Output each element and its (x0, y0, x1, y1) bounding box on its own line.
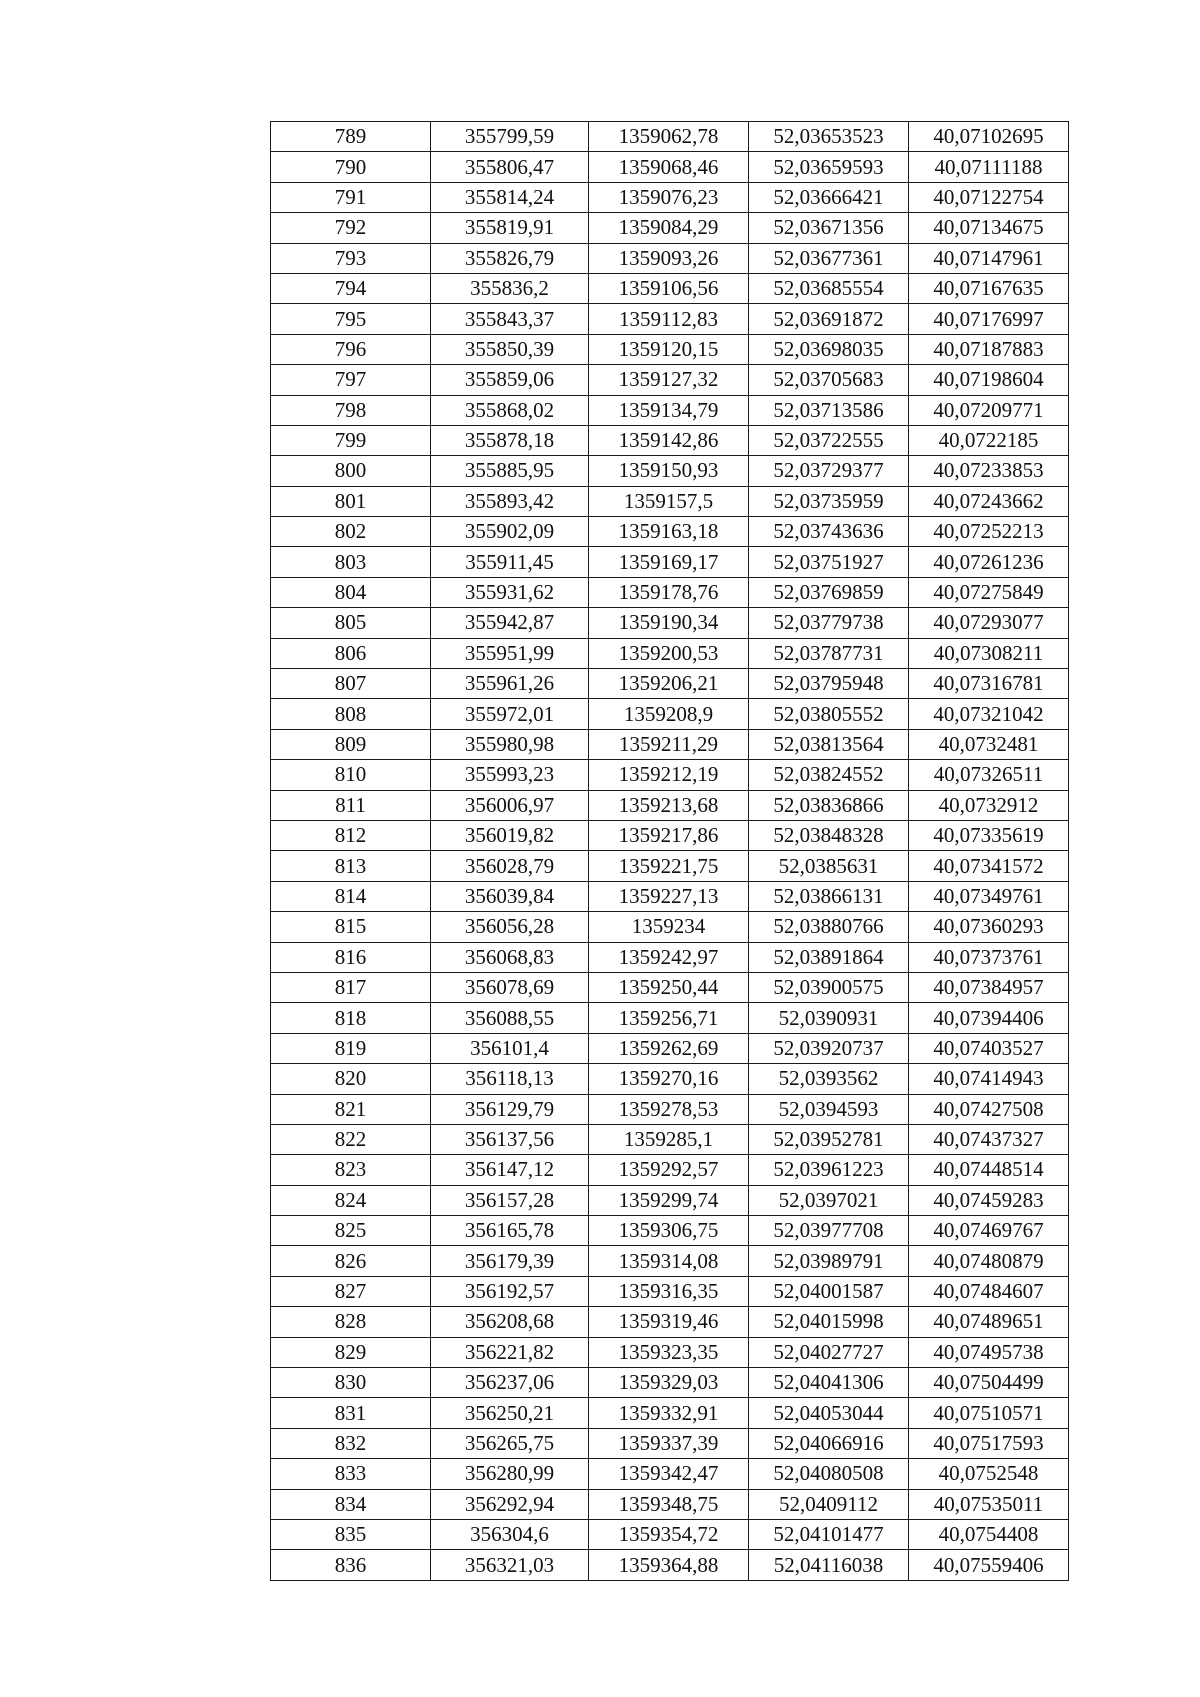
x-coordinate-cell: 355911,45 (431, 547, 589, 577)
longitude-cell: 40,07293077 (909, 608, 1069, 638)
y-coordinate-cell: 1359112,83 (589, 304, 749, 334)
point-number-cell: 829 (271, 1337, 431, 1367)
point-number-cell: 809 (271, 729, 431, 759)
x-coordinate-cell: 355859,06 (431, 365, 589, 395)
latitude-cell: 52,03880766 (749, 912, 909, 942)
y-coordinate-cell: 1359292,57 (589, 1155, 749, 1185)
latitude-cell: 52,04101477 (749, 1519, 909, 1549)
x-coordinate-cell: 355799,59 (431, 122, 589, 152)
y-coordinate-cell: 1359364,88 (589, 1550, 749, 1580)
y-coordinate-cell: 1359106,56 (589, 273, 749, 303)
point-number-cell: 796 (271, 334, 431, 364)
x-coordinate-cell: 356265,75 (431, 1428, 589, 1458)
longitude-cell: 40,07414943 (909, 1064, 1069, 1094)
x-coordinate-cell: 355942,87 (431, 608, 589, 638)
latitude-cell: 52,03659593 (749, 152, 909, 182)
longitude-cell: 40,07326511 (909, 760, 1069, 790)
point-number-cell: 832 (271, 1428, 431, 1458)
point-number-cell: 823 (271, 1155, 431, 1185)
table-row (271, 608, 1069, 638)
table-row (271, 972, 1069, 1002)
point-number-cell: 804 (271, 577, 431, 607)
y-coordinate-cell: 1359142,86 (589, 425, 749, 455)
y-coordinate-cell: 1359329,03 (589, 1368, 749, 1398)
x-coordinate-cell: 356192,57 (431, 1276, 589, 1306)
y-coordinate-cell: 1359217,86 (589, 820, 749, 850)
longitude-cell: 40,07427508 (909, 1094, 1069, 1124)
latitude-cell: 52,03989791 (749, 1246, 909, 1276)
table-row (271, 304, 1069, 334)
latitude-cell: 52,03735959 (749, 486, 909, 516)
point-number-cell: 819 (271, 1033, 431, 1063)
point-number-cell: 805 (271, 608, 431, 638)
longitude-cell: 40,07373761 (909, 942, 1069, 972)
table-row (271, 1185, 1069, 1215)
y-coordinate-cell: 1359068,46 (589, 152, 749, 182)
point-number-cell: 799 (271, 425, 431, 455)
y-coordinate-cell: 1359342,47 (589, 1459, 749, 1489)
longitude-cell: 40,07134675 (909, 213, 1069, 243)
longitude-cell: 40,07384957 (909, 972, 1069, 1002)
longitude-cell: 40,07504499 (909, 1368, 1069, 1398)
y-coordinate-cell: 1359250,44 (589, 972, 749, 1002)
latitude-cell: 52,03705683 (749, 365, 909, 395)
point-number-cell: 831 (271, 1398, 431, 1428)
latitude-cell: 52,03713586 (749, 395, 909, 425)
point-number-cell: 789 (271, 122, 431, 152)
x-coordinate-cell: 355972,01 (431, 699, 589, 729)
point-number-cell: 810 (271, 760, 431, 790)
longitude-cell: 40,07495738 (909, 1337, 1069, 1367)
table-row (271, 456, 1069, 486)
y-coordinate-cell: 1359314,08 (589, 1246, 749, 1276)
point-number-cell: 833 (271, 1459, 431, 1489)
y-coordinate-cell: 1359316,35 (589, 1276, 749, 1306)
x-coordinate-cell: 355843,37 (431, 304, 589, 334)
longitude-cell: 40,07341572 (909, 851, 1069, 881)
point-number-cell: 807 (271, 669, 431, 699)
x-coordinate-cell: 356221,82 (431, 1337, 589, 1367)
x-coordinate-cell: 356039,84 (431, 881, 589, 911)
table-row (271, 425, 1069, 455)
x-coordinate-cell: 356068,83 (431, 942, 589, 972)
y-coordinate-cell: 1359221,75 (589, 851, 749, 881)
y-coordinate-cell: 1359163,18 (589, 517, 749, 547)
table-row (271, 152, 1069, 182)
y-coordinate-cell: 1359242,97 (589, 942, 749, 972)
point-number-cell: 824 (271, 1185, 431, 1215)
longitude-cell: 40,07275849 (909, 577, 1069, 607)
table-row (271, 1368, 1069, 1398)
longitude-cell: 40,07308211 (909, 638, 1069, 668)
longitude-cell: 40,07394406 (909, 1003, 1069, 1033)
longitude-cell: 40,07469767 (909, 1216, 1069, 1246)
x-coordinate-cell: 356101,4 (431, 1033, 589, 1063)
y-coordinate-cell: 1359120,15 (589, 334, 749, 364)
table-row (271, 365, 1069, 395)
longitude-cell: 40,07198604 (909, 365, 1069, 395)
latitude-cell: 52,03891864 (749, 942, 909, 972)
y-coordinate-cell: 1359169,17 (589, 547, 749, 577)
longitude-cell: 40,07122754 (909, 182, 1069, 212)
longitude-cell: 40,0732912 (909, 790, 1069, 820)
latitude-cell: 52,03685554 (749, 273, 909, 303)
latitude-cell: 52,03677361 (749, 243, 909, 273)
point-number-cell: 828 (271, 1307, 431, 1337)
table-row (271, 334, 1069, 364)
latitude-cell: 52,04001587 (749, 1276, 909, 1306)
point-number-cell: 826 (271, 1246, 431, 1276)
y-coordinate-cell: 1359084,29 (589, 213, 749, 243)
point-number-cell: 813 (271, 851, 431, 881)
latitude-cell: 52,04015998 (749, 1307, 909, 1337)
longitude-cell: 40,07484607 (909, 1276, 1069, 1306)
table-row (271, 182, 1069, 212)
x-coordinate-cell: 356157,28 (431, 1185, 589, 1215)
latitude-cell: 52,03952781 (749, 1124, 909, 1154)
latitude-cell: 52,03805552 (749, 699, 909, 729)
latitude-cell: 52,03691872 (749, 304, 909, 334)
point-number-cell: 830 (271, 1368, 431, 1398)
latitude-cell: 52,03813564 (749, 729, 909, 759)
longitude-cell: 40,07448514 (909, 1155, 1069, 1185)
x-coordinate-cell: 355814,24 (431, 182, 589, 212)
point-number-cell: 821 (271, 1094, 431, 1124)
latitude-cell: 52,0385631 (749, 851, 909, 881)
y-coordinate-cell: 1359150,93 (589, 456, 749, 486)
table-row (271, 1276, 1069, 1306)
table-row (271, 912, 1069, 942)
x-coordinate-cell: 355961,26 (431, 669, 589, 699)
longitude-cell: 40,07459283 (909, 1185, 1069, 1215)
y-coordinate-cell: 1359323,35 (589, 1337, 749, 1367)
point-number-cell: 822 (271, 1124, 431, 1154)
latitude-cell: 52,03787731 (749, 638, 909, 668)
latitude-cell: 52,03722555 (749, 425, 909, 455)
point-number-cell: 835 (271, 1519, 431, 1549)
table-row (271, 1124, 1069, 1154)
table-row (271, 1216, 1069, 1246)
y-coordinate-cell: 1359270,16 (589, 1064, 749, 1094)
table-row (271, 1428, 1069, 1458)
longitude-cell: 40,0754408 (909, 1519, 1069, 1549)
point-number-cell: 811 (271, 790, 431, 820)
table-row (271, 1307, 1069, 1337)
table-row (271, 851, 1069, 881)
y-coordinate-cell: 1359200,53 (589, 638, 749, 668)
longitude-cell: 40,07252213 (909, 517, 1069, 547)
longitude-cell: 40,0722185 (909, 425, 1069, 455)
x-coordinate-cell: 355819,91 (431, 213, 589, 243)
x-coordinate-cell: 355902,09 (431, 517, 589, 547)
longitude-cell: 40,07111188 (909, 152, 1069, 182)
point-number-cell: 814 (271, 881, 431, 911)
latitude-cell: 52,0393562 (749, 1064, 909, 1094)
y-coordinate-cell: 1359332,91 (589, 1398, 749, 1428)
y-coordinate-cell: 1359285,1 (589, 1124, 749, 1154)
latitude-cell: 52,03848328 (749, 820, 909, 850)
point-number-cell: 825 (271, 1216, 431, 1246)
latitude-cell: 52,0409112 (749, 1489, 909, 1519)
point-number-cell: 790 (271, 152, 431, 182)
latitude-cell: 52,03920737 (749, 1033, 909, 1063)
table-row (271, 1337, 1069, 1367)
latitude-cell: 52,03698035 (749, 334, 909, 364)
longitude-cell: 40,07437327 (909, 1124, 1069, 1154)
longitude-cell: 40,07187883 (909, 334, 1069, 364)
x-coordinate-cell: 355980,98 (431, 729, 589, 759)
table-row (271, 273, 1069, 303)
x-coordinate-cell: 356321,03 (431, 1550, 589, 1580)
y-coordinate-cell: 1359234 (589, 912, 749, 942)
table-row (271, 486, 1069, 516)
table-row (271, 760, 1069, 790)
table-row (271, 729, 1069, 759)
y-coordinate-cell: 1359306,75 (589, 1216, 749, 1246)
longitude-cell: 40,07517593 (909, 1428, 1069, 1458)
point-number-cell: 806 (271, 638, 431, 668)
x-coordinate-cell: 356280,99 (431, 1459, 589, 1489)
point-number-cell: 816 (271, 942, 431, 972)
y-coordinate-cell: 1359178,76 (589, 577, 749, 607)
table-row (271, 1459, 1069, 1489)
latitude-cell: 52,04066916 (749, 1428, 909, 1458)
point-number-cell: 812 (271, 820, 431, 850)
x-coordinate-cell: 356179,39 (431, 1246, 589, 1276)
x-coordinate-cell: 356208,68 (431, 1307, 589, 1337)
table-row (271, 1246, 1069, 1276)
table-row (271, 1155, 1069, 1185)
latitude-cell: 52,04041306 (749, 1368, 909, 1398)
point-number-cell: 834 (271, 1489, 431, 1519)
table-row (271, 1064, 1069, 1094)
latitude-cell: 52,03769859 (749, 577, 909, 607)
table-row (271, 213, 1069, 243)
point-number-cell: 820 (271, 1064, 431, 1094)
longitude-cell: 40,07510571 (909, 1398, 1069, 1428)
point-number-cell: 791 (271, 182, 431, 212)
latitude-cell: 52,0394593 (749, 1094, 909, 1124)
longitude-cell: 40,07102695 (909, 122, 1069, 152)
table-row (271, 577, 1069, 607)
table-row (271, 243, 1069, 273)
y-coordinate-cell: 1359354,72 (589, 1519, 749, 1549)
longitude-cell: 40,07176997 (909, 304, 1069, 334)
x-coordinate-cell: 356028,79 (431, 851, 589, 881)
coordinates-table-body (271, 122, 1069, 1581)
y-coordinate-cell: 1359319,46 (589, 1307, 749, 1337)
y-coordinate-cell: 1359256,71 (589, 1003, 749, 1033)
longitude-cell: 40,07321042 (909, 699, 1069, 729)
y-coordinate-cell: 1359093,26 (589, 243, 749, 273)
longitude-cell: 40,07360293 (909, 912, 1069, 942)
longitude-cell: 40,07480879 (909, 1246, 1069, 1276)
table-row (271, 1489, 1069, 1519)
y-coordinate-cell: 1359208,9 (589, 699, 749, 729)
point-number-cell: 802 (271, 517, 431, 547)
longitude-cell: 40,07535011 (909, 1489, 1069, 1519)
longitude-cell: 40,07349761 (909, 881, 1069, 911)
latitude-cell: 52,04053044 (749, 1398, 909, 1428)
point-number-cell: 836 (271, 1550, 431, 1580)
longitude-cell: 40,07403527 (909, 1033, 1069, 1063)
y-coordinate-cell: 1359134,79 (589, 395, 749, 425)
longitude-cell: 40,0752548 (909, 1459, 1069, 1489)
point-number-cell: 817 (271, 972, 431, 1002)
table-row (271, 547, 1069, 577)
latitude-cell: 52,03824552 (749, 760, 909, 790)
longitude-cell: 40,07243662 (909, 486, 1069, 516)
longitude-cell: 40,07209771 (909, 395, 1069, 425)
point-number-cell: 800 (271, 456, 431, 486)
point-number-cell: 808 (271, 699, 431, 729)
x-coordinate-cell: 356237,06 (431, 1368, 589, 1398)
point-number-cell: 792 (271, 213, 431, 243)
x-coordinate-cell: 356129,79 (431, 1094, 589, 1124)
y-coordinate-cell: 1359062,78 (589, 122, 749, 152)
table-row (271, 790, 1069, 820)
longitude-cell: 40,07261236 (909, 547, 1069, 577)
longitude-cell: 40,07559406 (909, 1550, 1069, 1580)
x-coordinate-cell: 355951,99 (431, 638, 589, 668)
point-number-cell: 797 (271, 365, 431, 395)
table-row (271, 1519, 1069, 1549)
coordinates-table (270, 121, 1069, 1581)
x-coordinate-cell: 356019,82 (431, 820, 589, 850)
table-row (271, 1094, 1069, 1124)
latitude-cell: 52,03900575 (749, 972, 909, 1002)
latitude-cell: 52,03743636 (749, 517, 909, 547)
latitude-cell: 52,04080508 (749, 1459, 909, 1489)
x-coordinate-cell: 355993,23 (431, 760, 589, 790)
x-coordinate-cell: 355850,39 (431, 334, 589, 364)
y-coordinate-cell: 1359190,34 (589, 608, 749, 638)
y-coordinate-cell: 1359262,69 (589, 1033, 749, 1063)
y-coordinate-cell: 1359299,74 (589, 1185, 749, 1215)
table-row (271, 699, 1069, 729)
x-coordinate-cell: 355826,79 (431, 243, 589, 273)
latitude-cell: 52,04027727 (749, 1337, 909, 1367)
latitude-cell: 52,03836866 (749, 790, 909, 820)
table-row (271, 638, 1069, 668)
longitude-cell: 40,07233853 (909, 456, 1069, 486)
latitude-cell: 52,03795948 (749, 669, 909, 699)
latitude-cell: 52,03729377 (749, 456, 909, 486)
table-row (271, 1550, 1069, 1580)
point-number-cell: 815 (271, 912, 431, 942)
latitude-cell: 52,03961223 (749, 1155, 909, 1185)
latitude-cell: 52,03977708 (749, 1216, 909, 1246)
table-row (271, 1398, 1069, 1428)
table-row (271, 122, 1069, 152)
x-coordinate-cell: 356088,55 (431, 1003, 589, 1033)
table-row (271, 942, 1069, 972)
y-coordinate-cell: 1359337,39 (589, 1428, 749, 1458)
y-coordinate-cell: 1359213,68 (589, 790, 749, 820)
table-row (271, 820, 1069, 850)
point-number-cell: 798 (271, 395, 431, 425)
x-coordinate-cell: 355836,2 (431, 273, 589, 303)
point-number-cell: 793 (271, 243, 431, 273)
x-coordinate-cell: 356165,78 (431, 1216, 589, 1246)
point-number-cell: 818 (271, 1003, 431, 1033)
y-coordinate-cell: 1359157,5 (589, 486, 749, 516)
table-row (271, 517, 1069, 547)
latitude-cell: 52,03671356 (749, 213, 909, 243)
x-coordinate-cell: 356250,21 (431, 1398, 589, 1428)
y-coordinate-cell: 1359206,21 (589, 669, 749, 699)
y-coordinate-cell: 1359348,75 (589, 1489, 749, 1519)
x-coordinate-cell: 356078,69 (431, 972, 589, 1002)
y-coordinate-cell: 1359127,32 (589, 365, 749, 395)
y-coordinate-cell: 1359211,29 (589, 729, 749, 759)
latitude-cell: 52,03666421 (749, 182, 909, 212)
y-coordinate-cell: 1359278,53 (589, 1094, 749, 1124)
longitude-cell: 40,07489651 (909, 1307, 1069, 1337)
x-coordinate-cell: 355885,95 (431, 456, 589, 486)
longitude-cell: 40,07316781 (909, 669, 1069, 699)
x-coordinate-cell: 356304,6 (431, 1519, 589, 1549)
longitude-cell: 40,07335619 (909, 820, 1069, 850)
y-coordinate-cell: 1359227,13 (589, 881, 749, 911)
x-coordinate-cell: 356147,12 (431, 1155, 589, 1185)
x-coordinate-cell: 356006,97 (431, 790, 589, 820)
latitude-cell: 52,03653523 (749, 122, 909, 152)
x-coordinate-cell: 356118,13 (431, 1064, 589, 1094)
point-number-cell: 795 (271, 304, 431, 334)
x-coordinate-cell: 355878,18 (431, 425, 589, 455)
table-row (271, 1003, 1069, 1033)
point-number-cell: 803 (271, 547, 431, 577)
table-row (271, 669, 1069, 699)
latitude-cell: 52,0397021 (749, 1185, 909, 1215)
x-coordinate-cell: 355868,02 (431, 395, 589, 425)
latitude-cell: 52,04116038 (749, 1550, 909, 1580)
point-number-cell: 801 (271, 486, 431, 516)
table-row (271, 1033, 1069, 1063)
latitude-cell: 52,03866131 (749, 881, 909, 911)
x-coordinate-cell: 356292,94 (431, 1489, 589, 1519)
x-coordinate-cell: 355893,42 (431, 486, 589, 516)
longitude-cell: 40,0732481 (909, 729, 1069, 759)
x-coordinate-cell: 356056,28 (431, 912, 589, 942)
point-number-cell: 827 (271, 1276, 431, 1306)
latitude-cell: 52,03779738 (749, 608, 909, 638)
longitude-cell: 40,07147961 (909, 243, 1069, 273)
x-coordinate-cell: 355806,47 (431, 152, 589, 182)
point-number-cell: 794 (271, 273, 431, 303)
latitude-cell: 52,0390931 (749, 1003, 909, 1033)
y-coordinate-cell: 1359076,23 (589, 182, 749, 212)
x-coordinate-cell: 356137,56 (431, 1124, 589, 1154)
y-coordinate-cell: 1359212,19 (589, 760, 749, 790)
longitude-cell: 40,07167635 (909, 273, 1069, 303)
table-row (271, 881, 1069, 911)
x-coordinate-cell: 355931,62 (431, 577, 589, 607)
table-row (271, 395, 1069, 425)
latitude-cell: 52,03751927 (749, 547, 909, 577)
